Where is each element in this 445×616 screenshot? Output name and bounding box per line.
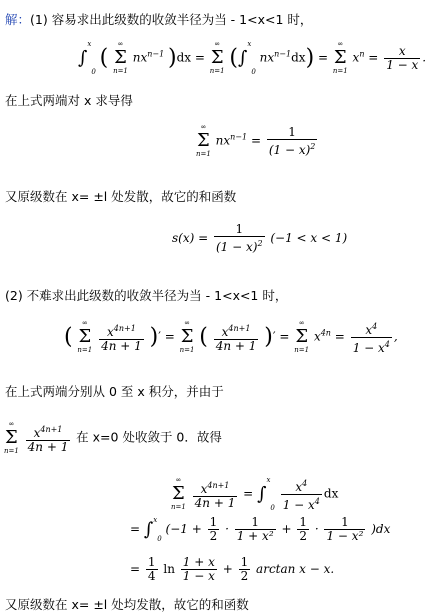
integrate-line (5, 384, 224, 400)
prime-mark: ′ (272, 329, 276, 344)
derivative-line (5, 93, 133, 109)
sum-term: nx (215, 133, 231, 148)
equals-sign: = (164, 329, 175, 344)
equation-6-row-1: ∞ Σ n=1 $\frac{x^{4n+1}}{4n + 1}$ = ∫$^x$0 $\frac{x^4}{1 - x^4}$ dx (171, 476, 339, 512)
result-fraction: $\frac{x^4}{1 - x^4}$ (352, 321, 390, 355)
equation-2 (195, 123, 319, 159)
int-lower: 0 (91, 68, 96, 76)
arctan-term: arctan x − x. (256, 562, 335, 576)
part2-intro-text: (2) 不难求出此级数的收敛半径为当 - 1<x<1 时， (5, 288, 288, 303)
equals-sign: = (334, 329, 345, 344)
equals-sign: = (194, 50, 205, 65)
sum-symbol: ∞ Σ n=1 (294, 319, 310, 354)
plus-sign: + (281, 522, 292, 536)
term-fraction: $\frac{x^{4n+1}}{4n + 1}$ (101, 323, 142, 353)
term-exponent: n−1 (147, 49, 165, 59)
dx-symbol: dx (176, 50, 192, 65)
fraction-x-over-1-minus-x: $\frac{x}{1 - x}$ (386, 43, 419, 72)
sum-symbol: ∞ Σ n=1 (209, 40, 225, 75)
ln-symbol: ln (163, 562, 175, 576)
prime-mark: ′ (158, 329, 161, 344)
fraction-1-over-1-minus-x-sq: $\frac{1}{\text{1 − x²}}$ (326, 515, 364, 543)
inner-term-exponent: n−1 (274, 49, 292, 59)
part2-intro-line (5, 288, 287, 304)
sum-symbol: ∞ Σ n=1 (196, 123, 211, 158)
rhs-exponent: 4n (320, 328, 331, 338)
row2-open: (−1 + (165, 522, 202, 536)
equals-sign: = (130, 522, 141, 536)
divergence-text: 又原级数在 x= ±l 处发散，故它的和函数 (5, 189, 237, 204)
fraction-1-over-1-minus-x-sq: $\frac{1}{(1 - x)^2}$ (268, 124, 316, 157)
sum-symbol: ∞ Σ n=1 (179, 319, 195, 354)
equals-sign: = (368, 50, 379, 65)
quarter-fraction: $\frac{1}{4}$ (147, 555, 156, 583)
rhs-term: x (352, 50, 360, 65)
domain-condition: (−1 < x < 1) (270, 231, 348, 245)
int-upper: x (266, 476, 271, 484)
series-fraction: $\frac{x^{4n+1}}{4n + 1}$ (194, 480, 236, 510)
equals-sign: = (250, 133, 261, 148)
equals-sign: = (279, 329, 290, 344)
rhs-term: x (313, 329, 321, 344)
final-divergence-text: 又原级数在 x= ±l 处均发散，故它的和函数 (5, 597, 249, 612)
sum-symbol: ∞ Σ n=1 (171, 476, 186, 511)
rhs-exponent: n (359, 49, 365, 59)
log-fraction: $\frac{1 + x}{1 - x}$ (182, 555, 215, 583)
dot: · (314, 522, 319, 536)
final-divergence-line (5, 597, 249, 613)
solution-intro-line (5, 12, 312, 28)
divergence-line (5, 189, 236, 205)
comma: , (393, 329, 398, 344)
derivative-fraction: $\frac{x^{4n+1}}{4n + 1}$ (215, 323, 257, 353)
sum-symbol: ∞ Σ n=1 (4, 420, 19, 455)
int-upper: x (87, 40, 92, 48)
sum-symbol: ∞ Σ n=1 (113, 40, 128, 75)
inner-term: nx (259, 50, 275, 65)
sum-symbol: ∞ Σ n=1 (332, 40, 348, 75)
sum-function-label: s(x) = (172, 231, 209, 245)
sum-term: nx (132, 50, 148, 65)
int-lower: 0 (157, 535, 162, 543)
row2-close: )dx (371, 522, 391, 536)
equals-sign: = (317, 50, 329, 65)
int-lower: 0 (270, 504, 275, 512)
series-fraction: $\frac{x^{4n+1}}{4n + 1}$ (27, 424, 69, 454)
term-exponent: n−1 (230, 132, 248, 142)
inner-int-lower: 0 (251, 68, 256, 76)
integrate-text: 在上式两端分别从 0 至 x 积分，并由于 (5, 384, 224, 399)
sum-symbol: ∞ Σ n=1 (77, 319, 93, 354)
integrand-fraction: $\frac{x^4}{1 - x^4}$ (282, 478, 320, 512)
inner-dx: dx (291, 50, 306, 65)
equation-1: ∫$^x$0 ( ∞ Σ n=1 $nx^{n-1}$ )dx = ∞ Σ n=1 (∫$^x$0 $nx^{n-1}dx$) = ∞ Σ n=1 $x^n$ = $\frac{x}{1 - x}$ . (78, 40, 427, 76)
equation-5 (3, 420, 222, 456)
equation-6-row-2: = ∫$^x$0 (−1 + $\frac{1}{2}$ · $\frac{1}{\text{1 + x²}}$ + $\frac{1}{2}$ · $\frac{1}{\text{1 − x²}}$ )dx (130, 515, 391, 543)
equation-6-row-3 (130, 556, 334, 583)
period: . (422, 50, 427, 65)
equation-3 (172, 223, 347, 254)
half-fraction: $\frac{1}{2}$ (209, 515, 218, 543)
converge-text: 在 x=0 处收敛于 0．故得 (76, 429, 222, 445)
equals-sign: = (243, 486, 254, 501)
fraction-1-over-1-minus-x-sq: $\frac{1}{(1 - x)^2}$ (216, 222, 263, 254)
fraction-1-over-1-plus-x-sq: $\frac{1}{\text{1 + x²}}$ (236, 515, 274, 543)
half-fraction: $\frac{1}{2}$ (299, 515, 307, 543)
equation-4: ( ∞ Σ n=1 $\frac{x^{4n+1}}{4n + 1}$ )′ = ∞ Σ n=1 ( $\frac{x^{4n+1}}{4n + 1}$ )′ = ∞ Σ n=1 $x^{4n}$ = $\frac{x^4}{1 - x^4}$ , (64, 319, 398, 355)
integral-sign: ∫ (78, 47, 88, 69)
half-fraction: $\frac{1}{2}$ (240, 555, 249, 583)
equals-sign: = (130, 562, 141, 576)
dot: · (225, 522, 229, 536)
derivative-text: 在上式两端对 x 求导得 (5, 93, 133, 108)
inner-int-upper: x (247, 40, 252, 48)
solution-label: 解： (5, 12, 31, 27)
int-upper: x (153, 516, 158, 524)
dx-symbol: dx (323, 486, 339, 501)
part1-intro-text: (1) 容易求出此级数的收敛半径为当 - 1<x<1 时， (30, 12, 313, 27)
plus-sign: + (222, 562, 233, 576)
